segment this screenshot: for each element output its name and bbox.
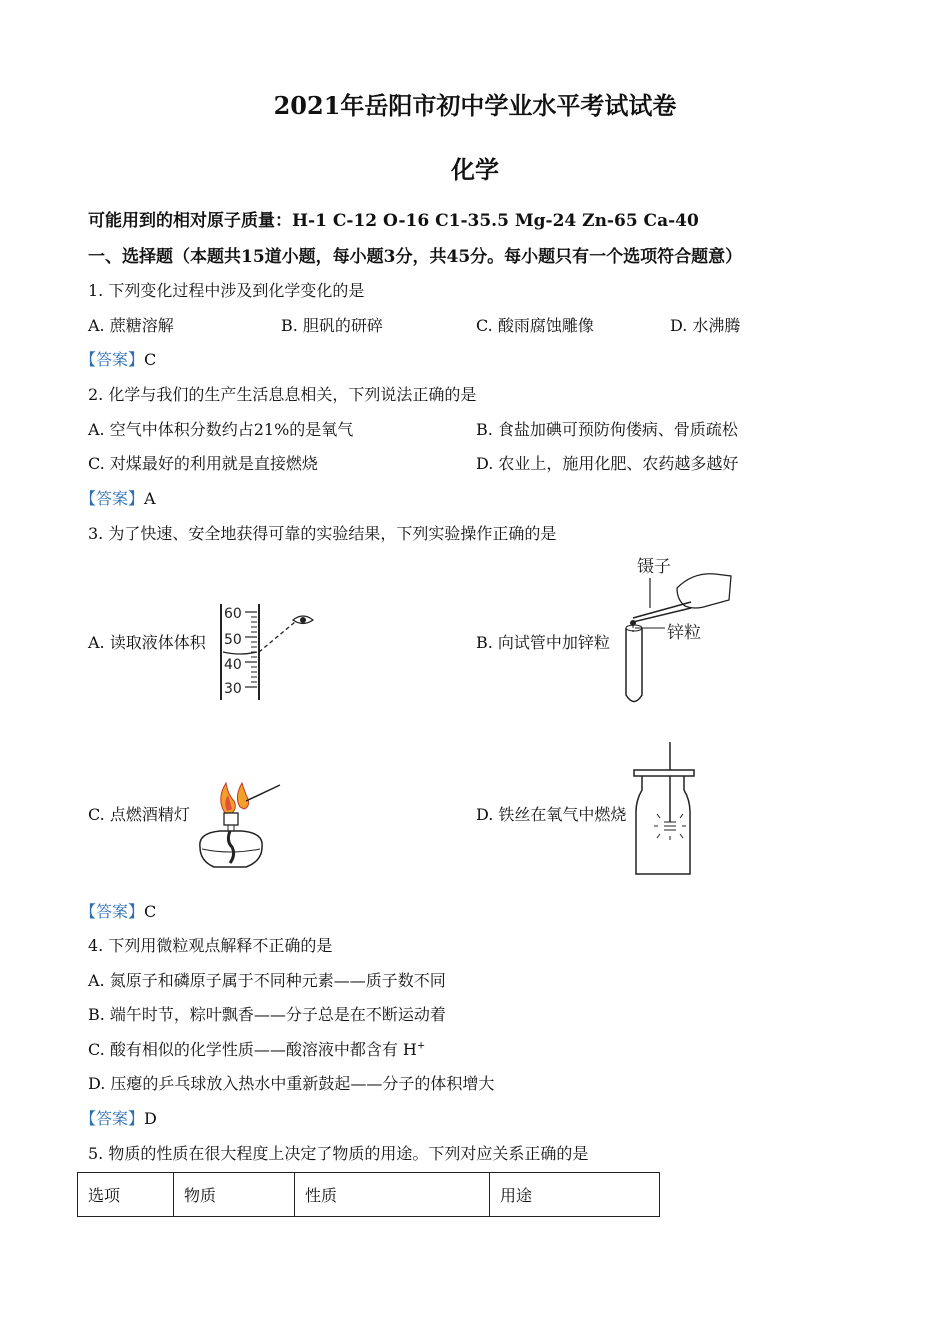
q2-answer xyxy=(80,486,156,509)
cylinder-tick-50: 50 xyxy=(224,632,242,648)
q1-answer-value: C xyxy=(144,350,157,369)
q4-option-d: D. 压瘪的乒乓球放入热水中重新鼓起——分子的体积增大 xyxy=(88,1074,495,1093)
q4-stem: 4. 下列用微粒观点解释不正确的是 xyxy=(88,936,333,955)
q5-stem: 5. 物质的性质在很大程度上决定了物质的用途。下列对应关系正确的是 xyxy=(88,1144,589,1163)
cylinder-tick-40: 40 xyxy=(224,657,242,673)
q4-answer-value: D xyxy=(144,1109,157,1128)
q2-option-d: D. 农业上，施用化肥、农药越多越好 xyxy=(476,454,739,473)
answer-tag: 【答案】 xyxy=(80,1109,145,1128)
exam-title: 2021年岳阳市初中学业水平考试试卷 xyxy=(273,91,677,120)
q4-option-c-text: C. 酸有相似的化学性质——酸溶液中都含有 H xyxy=(88,1040,417,1059)
table-header-cell: 物质 xyxy=(174,1173,295,1217)
q5-table xyxy=(77,1172,660,1217)
q4-option-b: B. 端午时节，粽叶飘香——分子总是在不断运动着 xyxy=(88,1005,446,1024)
table-header-cell: 用途 xyxy=(490,1173,660,1217)
q2-option-b: B. 食盐加碘可预防佝偻病、骨质疏松 xyxy=(476,420,738,439)
alcohol-lamp-illustration xyxy=(190,775,290,880)
gas-bottle-illustration xyxy=(630,740,700,880)
q4-answer xyxy=(80,1106,157,1129)
q4-option-c xyxy=(88,1037,425,1060)
q1-stem: 1. 下列变化过程中涉及到化学变化的是 xyxy=(88,281,365,300)
q1-option-d: D. 水沸腾 xyxy=(670,316,741,335)
superscript-plus: + xyxy=(416,1040,426,1052)
q3-option-b: B. 向试管中加锌粒 xyxy=(476,633,610,652)
answer-tag: 【答案】 xyxy=(80,902,145,921)
tweezers-label: 镊子 xyxy=(637,557,671,577)
atomic-masses: 可能用到的相对原子质量：H-1 C-12 O-16 C1-35.5 Mg-24 Zn-65 Ca-40 xyxy=(88,211,699,231)
answer-tag: 【答案】 xyxy=(80,489,145,508)
table-header-row xyxy=(78,1173,660,1217)
q2-answer-value: A xyxy=(144,489,156,508)
q3-answer xyxy=(80,899,156,922)
q3-option-a: A. 读取液体体积 xyxy=(88,633,206,652)
q4-option-a: A. 氮原子和磷原子属于不同种元素——质子数不同 xyxy=(88,971,446,990)
table-header-cell: 选项 xyxy=(78,1173,174,1217)
cylinder-tick-60: 60 xyxy=(224,606,242,622)
q2-stem: 2. 化学与我们的生产生活息息相关，下列说法正确的是 xyxy=(88,385,477,404)
q3-stem: 3. 为了快速、安全地获得可靠的实验结果，下列实验操作正确的是 xyxy=(88,524,557,543)
q1-option-c: C. 酸雨腐蚀雕像 xyxy=(476,316,594,335)
q2-option-a: A. 空气中体积分数约占21%的是氧气 xyxy=(88,420,354,439)
zinc-label: 锌粒 xyxy=(667,623,701,643)
test-tube-tweezers-illustration xyxy=(615,550,740,710)
q3-answer-value: C xyxy=(144,902,157,921)
q1-option-b: B. 胆矾的研碎 xyxy=(281,316,383,335)
answer-tag: 【答案】 xyxy=(80,350,145,369)
q1-answer xyxy=(80,347,156,370)
q3-option-d: D. 铁丝在氧气中燃烧 xyxy=(476,805,627,824)
table-header-cell: 性质 xyxy=(295,1173,490,1217)
q3-option-c: C. 点燃酒精灯 xyxy=(88,805,190,824)
subject-title: 化学 xyxy=(451,155,499,184)
q2-option-c: C. 对煤最好的利用就是直接燃烧 xyxy=(88,454,318,473)
q1-option-a: A. 蔗糖溶解 xyxy=(88,316,174,335)
graduated-cylinder-illustration xyxy=(215,600,325,705)
section-heading: 一、选择题（本题共15道小题，每小题3分，共45分。每小题只有一个选项符合题意） xyxy=(88,247,743,267)
cylinder-tick-30: 30 xyxy=(224,681,242,697)
